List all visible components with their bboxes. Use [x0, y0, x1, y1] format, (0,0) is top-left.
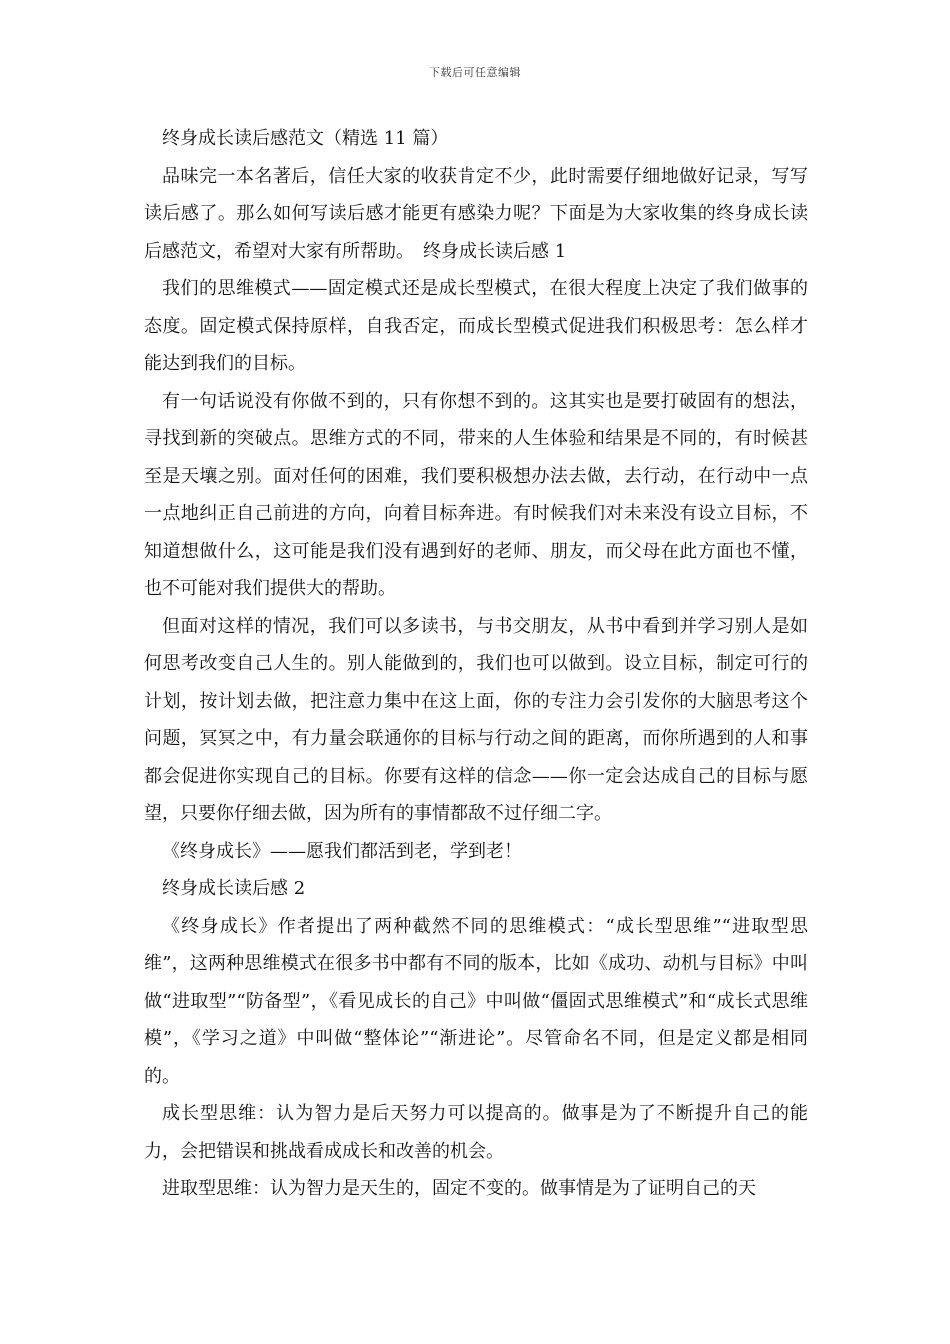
paragraph: 但面对这样的情况，我们可以多读书，与书交朋友，从书中看到并学习别人是如何思考改变自己人生的。别人能做到的，我们也可以做到。设立目标，制定可行的计划，按计划去做，把注意力集中在这上面，你的专注力会引发你的大脑思考这个问题，冥冥之中，有力量会联通你的目标与行动之间的距离，而你所遇到的人和事都会促进你实现自己的目标。你要有这样的信念——你一定会达成自己的目标与愿望，只要你仔细去做，因为所有的事情都敌不过仔细二字。 — [144, 615, 808, 824]
document-body — [144, 120, 808, 1208]
paragraph: 我们的思维模式——固定模式还是成长型模式，在很大程度上决定了我们做事的态度。固定模式保持原样，自我否定，而成长型模式促进我们积极思考：怎么样才能达到我们的目标。 — [144, 278, 808, 374]
paragraph-intro: 品味完一本名著后，信任大家的收获肯定不少，此时需要仔细地做好记录，写写读后感了。那么如何写读后感才能更有感染力呢？下面是为大家收集的终身成长读后感范文，希望对大家有所帮助。 终身成长读后感 1 — [144, 165, 808, 262]
paragraph: 进取型思维：认为智力是天生的，固定不变的。做事情是为了证明自己的天 — [162, 1178, 756, 1199]
document-title: 终身成长读后感范文（精选 11 篇） — [162, 128, 449, 149]
paragraph: 有一句话说没有你做不到的，只有你想不到的。这其实也是要打破固有的想法，寻找到新的突破点。思维方式的不同，带来的人生体验和结果是不同的，有时候甚至是天壤之别。面对任何的困难，我们要积极想办法去做，去行动，在行动中一点一点地纠正自己前进的方向，向着目标奔进。有时候我们对未来没有设立目标，不知道想做什么，这可能是我们没有遇到好的老师、朋友，而父母在此方面也不懂，也不可能对我们提供大的帮助。 — [144, 390, 808, 599]
paragraph: 《终身成长》——愿我们都活到老，学到老！ — [162, 840, 522, 862]
paragraph: 《终身成长》作者提出了两种截然不同的思维模式：“成长型思维”“进取型思维”，这两种思维模式在很多书中都有不同的版本，比如《成功、动机与目标》中叫做“进取型”“防备型”，《看见成长的自己》中叫做“僵固式思维模式”和“成长式思维模”，《学习之道》中叫做“整体论”“渐进论”。尽管命名不同，但是定义都是相同的。 — [144, 915, 808, 1087]
section-heading: 终身成长读后感 2 — [162, 878, 306, 899]
page-header: 下载后可任意编辑 — [429, 66, 521, 79]
paragraph: 成长型思维：认为智力是后天努力可以提高的。做事是为了不断提升自己的能力，会把错误和挑战看成成长和改善的机会。 — [144, 1103, 808, 1162]
